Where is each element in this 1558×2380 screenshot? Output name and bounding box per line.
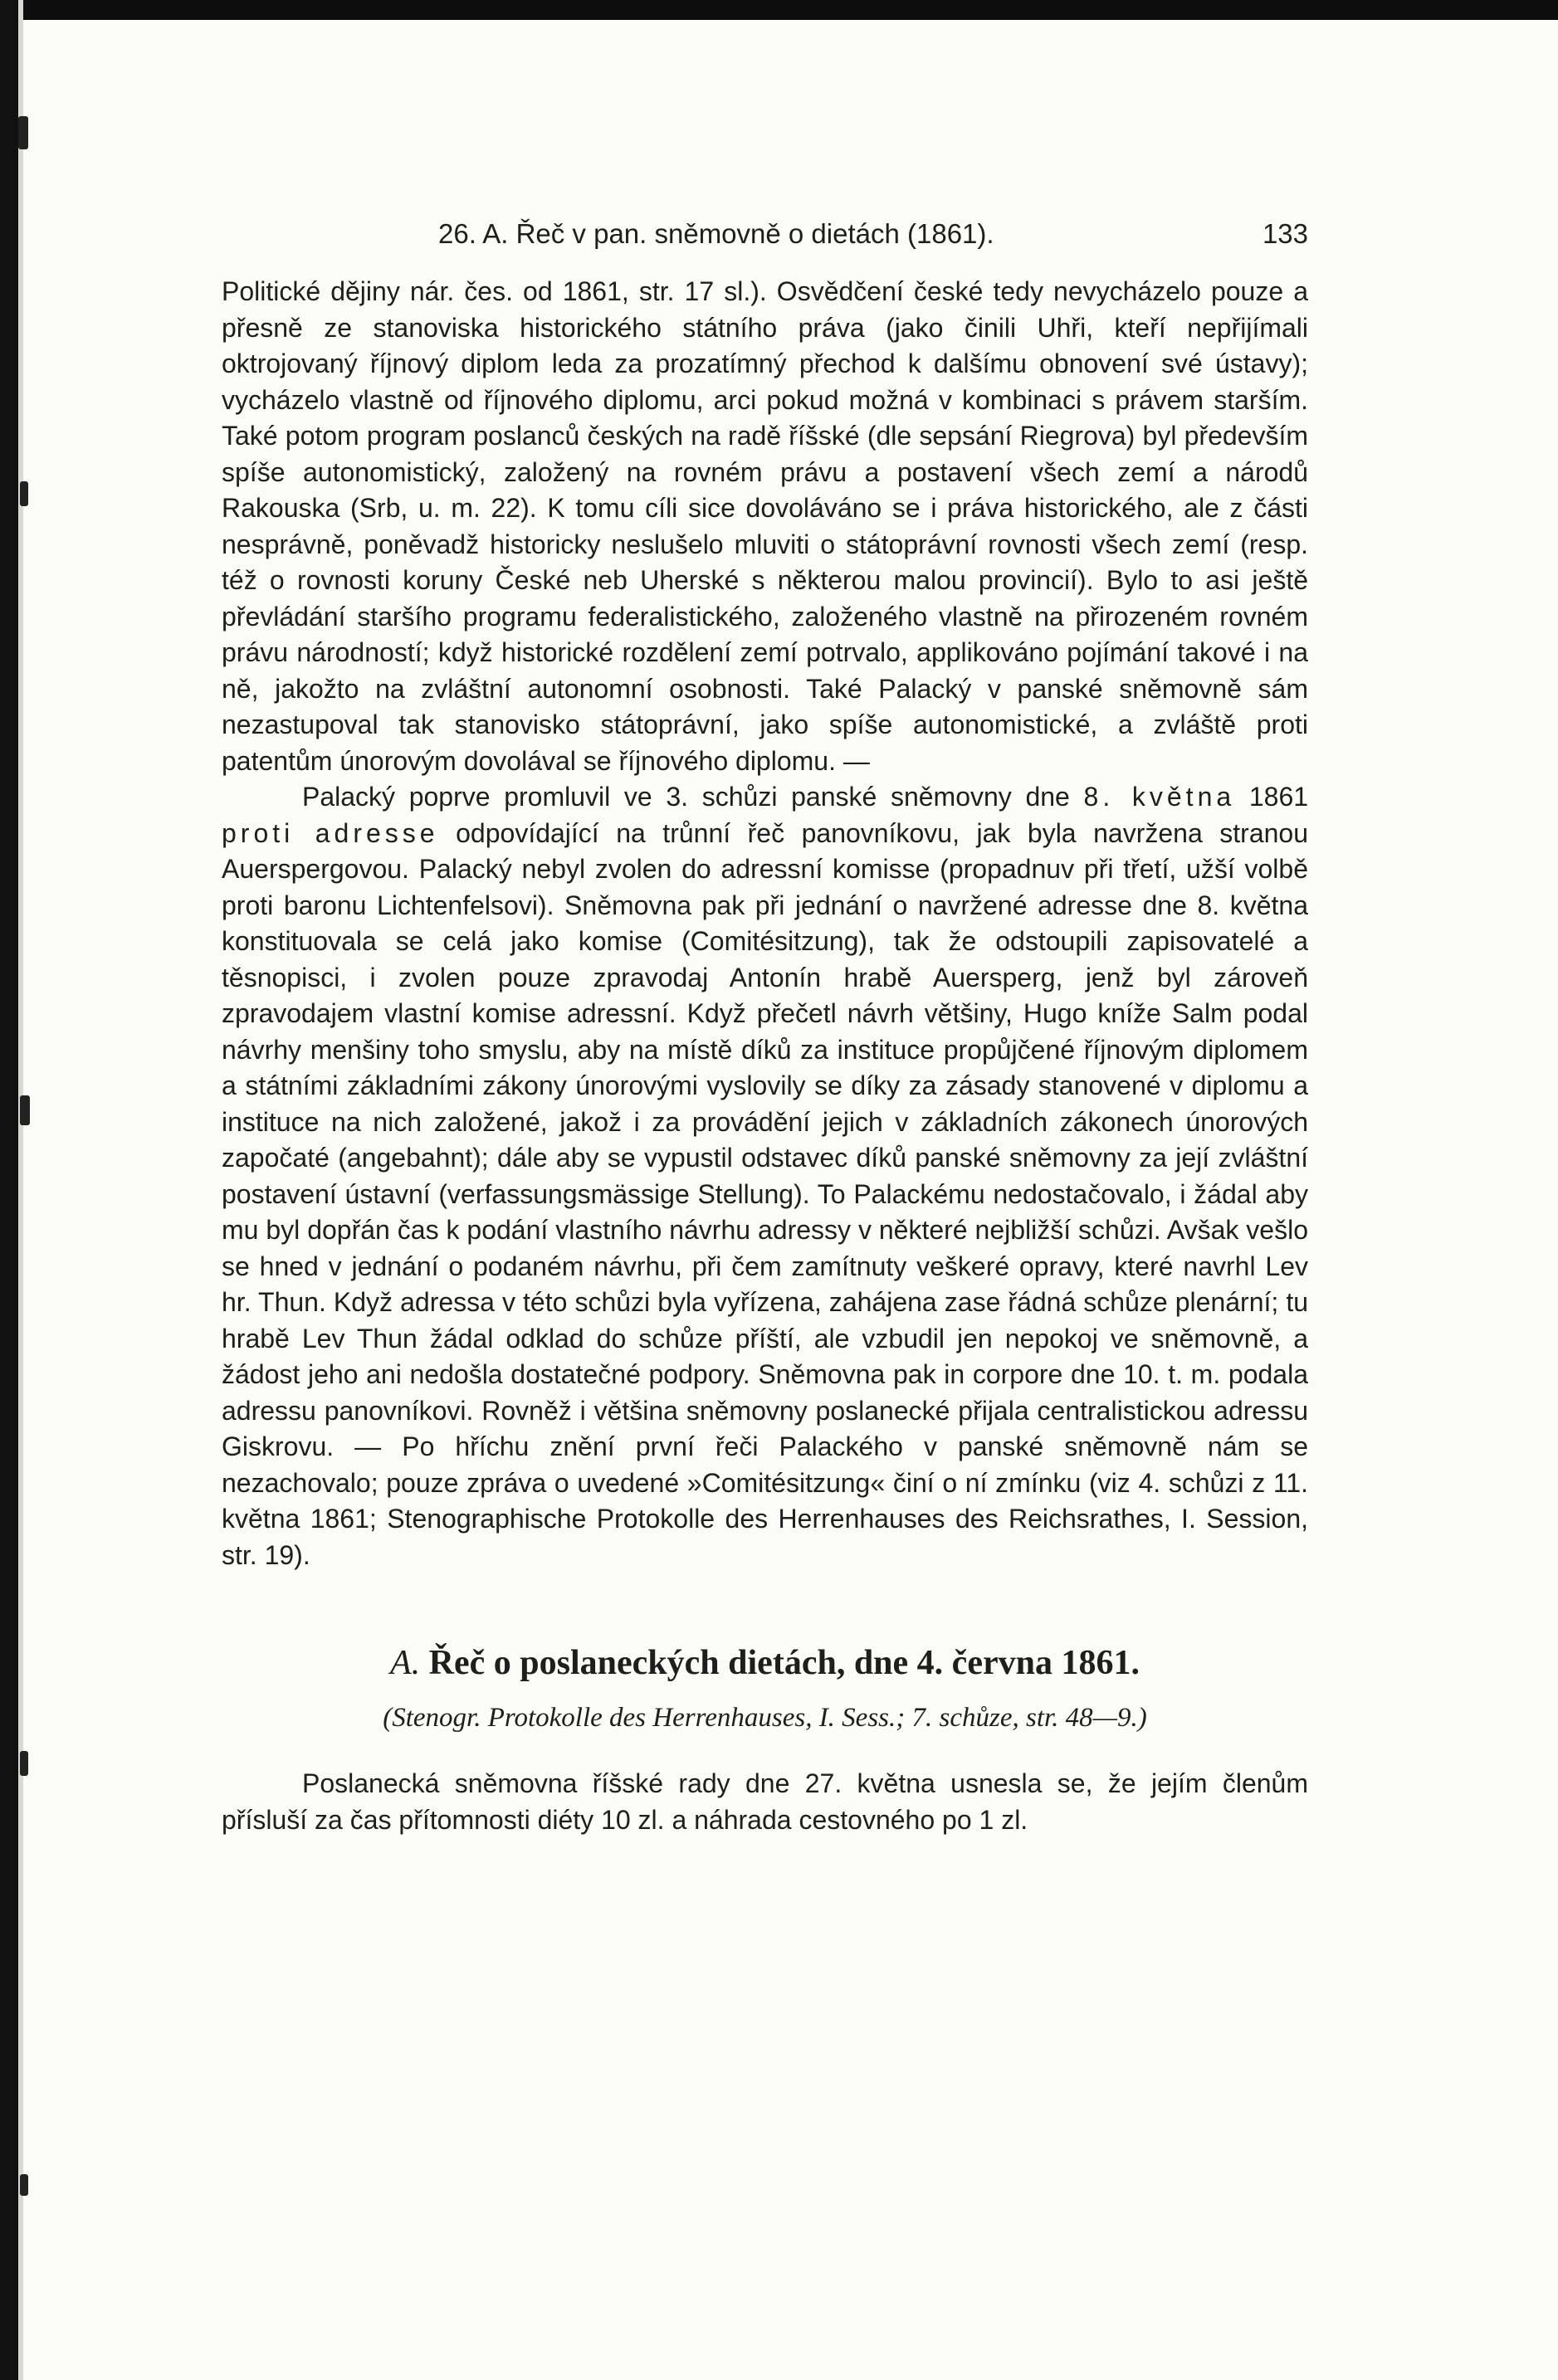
page-fold-shadow [18,0,23,2380]
paragraph-2-start: Palacký poprve promluvil ve 3. schůzi panské sněmovny dne [302,782,1070,812]
page-body [222,274,1308,1838]
paragraph-3: Poslanecká sněmovna říšské rady dne 27. května usnesla se, že jejím členům přísluší za čas přítomnosti diéty 10 zl. a náhrada cestovného po 1 zl. [222,1768,1308,1835]
section-title: Řeč o poslaneckých dietách, dne 4. června 1861. [428,1644,1140,1682]
scan-top-border [0,0,1558,20]
section-heading [222,1641,1308,1685]
binding-mark [20,2174,28,2196]
paragraph-1: Politické dějiny nár. čes. od 1861, str. 17 sl.). Osvědčení české tedy nevycházelo pouze a přesně ze stanoviska historického státního práva (jako činili Uhři, kteří nepřijímali oktrojovaný říjnový diplom leda za prozatímný přechod k dalšímu obnovení své ústavy); vycházelo vlastně od říjnového diplomu, arci pokud možná v kombinaci s právem starším. Také potom program poslanců českých na radě říšské (dle sepsání Riegrova) byl především spíše autonomistický, založený na rovném právu a postavení všech zemí a národů Rakouska (Srb, u. m. 22). K tomu cíli sice dovoláváno se i práva historického, ale z části nesprávně, poněvadž historicky neslušelo mluviti o státoprávní rovnosti všech zemí (resp. též o rovnosti koruny České neb Uherské s některou malou provincií). Bylo to asi ještě převládání staršího programu federalistického, založeného vlastně na přirozeném rovném právu národností; když historické rozdělení zemí potrvalo, applikováno pojímání takové i na ně, jakožto na zvláštní autonomní osobnosti. Také Palacký v panské sněmovně sám nezastupoval tak stanovisko státoprávní, jako spíše autonomistické, a zvláště proti patentům únorovým dovolával se říjnového diplomu. — [222,276,1308,776]
emphasis-proti-adresse: proti adresse [222,817,439,848]
section-source: (Stenogr. Protokolle des Herrenhauses, I. Sess.; 7. schůze, str. 48—9.) [383,1703,1147,1733]
running-title: 26. A. Řeč v pan. sněmovně o dietách (1861). [438,218,994,249]
page-number: 133 [1262,218,1308,249]
emphasis-date: 8. května [1083,782,1236,812]
paragraph-2-year: 1861 [1248,782,1309,812]
scan-left-border [0,0,18,2380]
running-header [438,217,1308,251]
binding-mark [20,1751,28,1776]
binding-mark [20,481,28,506]
paragraph-2 [222,779,1308,1573]
binding-mark [18,116,28,149]
section-number: A. [390,1644,421,1682]
binding-mark [20,1095,30,1125]
paragraph-2-rest: odpovídající na trůnní řeč panovníkovu, jak byla navržena stranou Auerspergovou. Palacký nebyl zvolen do adressní komisse (propadnuv při třetí, užší volbě proti baronu Lichtenfelsovi). Sněmovna pak při jednání o navržené adresse dne 8. května konstituovala se celá jako komise (Comitésitzung), tak že odstoupili zapisovatelé a těsnopisci, i zvolen pouze zpravodaj Antonín hrabě Auersperg, jenž byl zároveň zpravodajem vlastní komise adressní. Když přečetl návrh většiny, Hugo kníže Salm podal návrhy menšiny toho smyslu, aby na místě díků za instituce propůjčené říjnovým diplomem a státními základními zákony únorovými vyslovily se díky za zásady stanovené v diplomu a instituce na nich založené, jakož i za provádění jejich v základních zákonech únorových započaté (angebahnt); dále aby se vypustil odstavec díků panské sněmovny za její zvláštní postavení ústavní (verfassungsmässige Stellung). To Palackému nedostačovalo, i žádal aby mu byl dopřán čas k podání vlastního návrhu adressy v některé nejbližší schůzi. Avšak vešlo se hned v jednání o podaném návrhu, při čem zamítnuty veškeré opravy, které navrhl Lev hr. Thun. Když adressa v této schůzi byla vyřízena, zahájena zase řádná schůze plenární; tu hrabě Lev Thun žádal odklad do schůze příští, ale vzbudil jen nepokoj ve sněmovně, a žádost jeho ani nedošla dostatečné podpory. Sněmovna pak in corpore dne 10. t. m. podala adressu panovníkovi. Rovněž i většina sněmovny poslanecké přijala centralistickou adressu Giskrovu. — Po hříchu znění první řeči Palackého v panské sněmovně nám se nezachovalo; pouze zpráva o uvedené »Comitésitzung« činí o ní zmínku (viz 4. schůzi z 11. května 1861; Stenographische Protokolle des Herrenhauses des Reichsrathes, I. Session, str. 19). [222,817,1309,1570]
